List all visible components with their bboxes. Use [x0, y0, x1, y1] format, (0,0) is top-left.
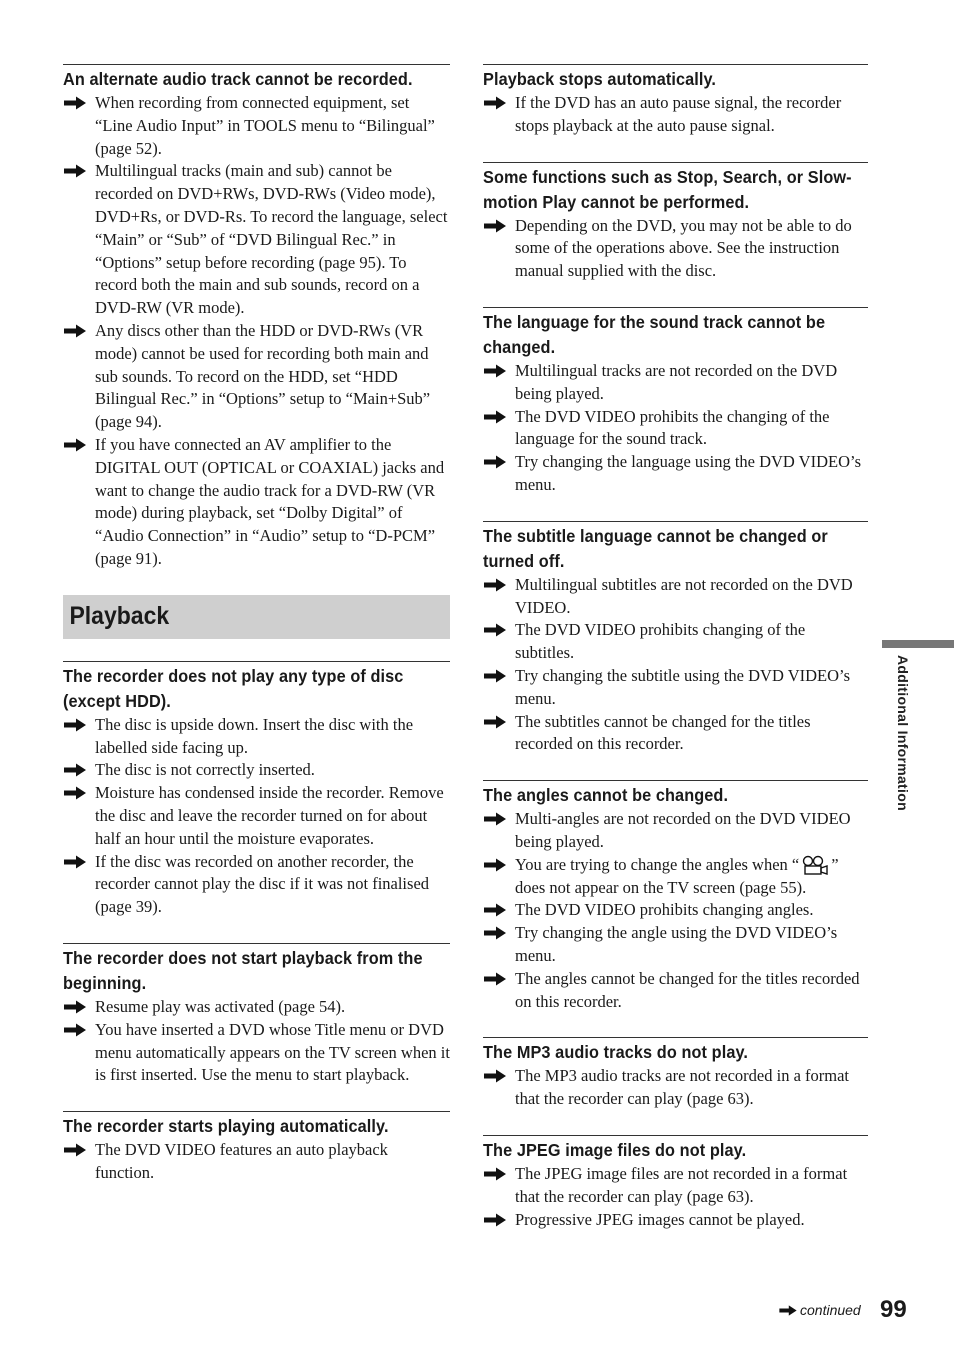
troubleshooting-section	[63, 943, 450, 1087]
right-arrow-icon	[63, 1023, 87, 1037]
item-text: You have inserted a DVD whose Title menu or DVD menu automatically appears on the TV screen when it is first inserted. Use the menu to start playback.	[95, 1019, 450, 1085]
list-item	[63, 1019, 450, 1087]
list-item	[483, 922, 868, 968]
left-top-sections	[63, 64, 450, 571]
right-arrow-icon	[63, 763, 87, 777]
item-text: The DVD VIDEO features an auto playback function.	[95, 1140, 388, 1182]
section-heading: An alternate audio track cannot be recorded.	[63, 69, 413, 89]
continued-text: continued	[800, 1302, 861, 1318]
right-arrow-icon	[483, 972, 507, 986]
item-text: The DVD VIDEO prohibits the changing of the language for the sound track.	[515, 406, 830, 449]
right-arrow-icon	[63, 164, 87, 178]
item-text: The JPEG image files are not recorded in a format that the recorder can play (page 63).	[515, 1163, 848, 1206]
right-column	[483, 64, 868, 1255]
page-number: 99	[880, 1296, 907, 1323]
item-list	[483, 1065, 868, 1111]
item-text: The subtitles cannot be changed for the titles recorded on this recorder.	[515, 711, 811, 754]
item-list	[63, 996, 450, 1087]
angles-section	[483, 780, 868, 1013]
item-text: Resume play was activated (page 54).	[95, 996, 346, 1016]
list-item	[483, 1209, 868, 1232]
section-heading: The JPEG image files do not play.	[483, 1139, 747, 1160]
side-tab-marker	[882, 640, 954, 648]
item-text: Multilingual tracks are not recorded on the DVD being played.	[515, 360, 838, 403]
item-text: Multilingual tracks (main and sub) cannot be recorded on DVD+RWs, DVD-RWs (Video mode), DVD+Rs, or DVD-Rs. To record the language, select “Main” or “Sub” of “DVD Bilingual Rec.” in “Options” setup before recording (page 95). To record both the main and sub sounds, record on a DVD-RW (VR mode).	[95, 161, 448, 318]
list-item	[63, 320, 450, 434]
right-arrow-icon	[483, 219, 507, 233]
right-arrow-icon	[483, 578, 507, 592]
troubleshooting-section	[63, 661, 450, 919]
list-item	[483, 360, 868, 406]
list-item	[483, 619, 868, 665]
right-arrow-icon	[483, 364, 507, 378]
right-arrow-icon	[483, 96, 507, 110]
item-text: The MP3 audio tracks are not recorded in a format that the recorder can play (page 63).	[515, 1066, 850, 1109]
right-arrow-icon	[63, 718, 87, 732]
item-text: If the disc was recorded on another recorder, the recorder cannot play the disc if it was not finalised (page 39).	[95, 851, 430, 917]
right-arrow-icon	[63, 1143, 87, 1157]
list-item	[483, 854, 868, 900]
item-text: The disc is upside down. Insert the disc with the labelled side facing up.	[95, 714, 414, 757]
list-item	[483, 406, 868, 452]
section-heading: The recorder does not start playback from the beginning.	[63, 947, 423, 993]
list-item	[63, 851, 450, 919]
item-list	[63, 92, 450, 571]
right-arrow-icon	[483, 812, 507, 826]
list-item	[63, 1139, 450, 1185]
right-arrow-icon	[483, 410, 507, 424]
list-item	[63, 996, 450, 1019]
right-arrow-icon	[63, 324, 87, 338]
item-text: The DVD VIDEO prohibits changing angles.	[515, 900, 814, 920]
section-heading: The language for the sound track cannot be changed.	[483, 311, 826, 357]
list-item	[63, 714, 450, 760]
troubleshooting-section	[483, 64, 868, 138]
list-item	[483, 968, 868, 1014]
troubleshooting-section	[483, 521, 868, 756]
troubleshooting-section	[483, 307, 868, 497]
item-text: The angles cannot be changed for the titles recorded on this recorder.	[515, 968, 860, 1011]
playback-section-title: Playback	[69, 602, 170, 631]
section-heading: Some functions such as Stop, Search, or Slow-motion Play cannot be performed.	[483, 166, 852, 212]
item-list	[63, 1139, 450, 1185]
list-item	[63, 434, 450, 571]
right-arrow-icon	[483, 715, 507, 729]
item-text: The DVD VIDEO prohibits changing of the subtitles.	[515, 620, 806, 663]
list-item	[63, 782, 450, 850]
list-item	[483, 1065, 868, 1111]
side-section-label: Additional Information	[895, 655, 911, 811]
list-item	[483, 665, 868, 711]
item-text: Multi-angles are not recorded on the DVD VIDEO being played.	[515, 809, 851, 851]
section-heading: The MP3 audio tracks do not play.	[483, 1042, 749, 1063]
item-list	[483, 92, 868, 138]
right-arrow-icon	[483, 926, 507, 940]
troubleshooting-section	[63, 1111, 450, 1185]
item-list	[483, 360, 868, 497]
right-arrow-icon	[483, 903, 507, 917]
right-arrow-icon	[63, 855, 87, 869]
item-text: Any discs other than the HDD or DVD-RWs (VR mode) cannot be used for recording both main and sub sounds. To record on the HDD, set “HDD Bilingual Rec.” in “Options” setup to “Main+Sub” (page 94).	[95, 320, 431, 432]
section-heading: The subtitle language cannot be changed or turned off.	[483, 525, 828, 571]
item-text: Try changing the language using the DVD VIDEO’s menu.	[515, 452, 862, 494]
right-arrow-icon	[483, 858, 507, 872]
troubleshooting-section	[63, 64, 450, 571]
left-bottom-sections	[63, 661, 450, 1185]
right-top-sections	[483, 64, 868, 756]
list-item	[63, 92, 450, 160]
item-text: Multilingual subtitles are not recorded on the DVD VIDEO.	[515, 574, 853, 617]
right-arrow-icon	[63, 786, 87, 800]
item-text: If you have connected an AV amplifier to the DIGITAL OUT (OPTICAL or COAXIAL) jacks and want to change the audio track for a DVD-RW (VR mode) during playback, set “Dolby Digital” of “Audio Connection” in “Audio” setup to “D-PCM” (page 91).	[95, 434, 445, 568]
item-list	[483, 215, 868, 283]
right-arrow-icon	[483, 669, 507, 683]
right-arrow-icon	[63, 1000, 87, 1014]
troubleshooting-section	[483, 1037, 868, 1111]
item-text: ” does not appear on the TV screen (page 55).	[515, 854, 839, 897]
item-text: Moisture has condensed inside the recorder. Remove the disc and leave the recorder turned on for about half an hour until the moisture evaporates.	[95, 783, 444, 848]
left-column	[63, 64, 450, 1209]
list-item	[63, 160, 450, 320]
right-arrow-icon	[483, 455, 507, 469]
item-text: The disc is not correctly inserted.	[95, 760, 315, 780]
section-heading: Playback stops automatically.	[483, 69, 717, 89]
right-arrow-icon	[483, 1213, 507, 1227]
list-item	[483, 808, 868, 854]
section-heading: The recorder does not play any type of disc (except HDD).	[63, 665, 404, 711]
right-arrow-icon	[63, 96, 87, 110]
item-text: When recording from connected equipment, set “Line Audio Input” in TOOLS menu to “Bilingual” (page 52).	[95, 93, 435, 158]
right-arrow-icon	[483, 1069, 507, 1083]
troubleshooting-section	[483, 1135, 868, 1231]
right-arrow-icon	[778, 1305, 798, 1316]
list-item	[483, 711, 868, 757]
troubleshooting-section	[483, 162, 868, 283]
section-heading: The recorder starts playing automatically.	[63, 1116, 389, 1137]
item-list	[483, 1163, 868, 1231]
item-text: Try changing the angle using the DVD VIDEO’s menu.	[515, 923, 838, 965]
item-text: Depending on the DVD, you may not be able to do some of the operations above. See the instruction manual supplied with the disc.	[515, 215, 852, 281]
item-text: If the DVD has an auto pause signal, the recorder stops playback at the auto pause signal.	[515, 93, 842, 135]
list-item	[483, 899, 868, 922]
continued-note	[778, 1302, 861, 1318]
list-item	[63, 759, 450, 782]
item-list	[483, 808, 868, 1013]
playback-section-band	[63, 595, 450, 639]
item-text: You are trying to change the angles when “	[515, 854, 800, 874]
right-arrow-icon	[63, 438, 87, 452]
list-item	[483, 215, 868, 283]
right-bottom-sections	[483, 1037, 868, 1231]
item-text: Try changing the subtitle using the DVD VIDEO’s menu.	[515, 665, 851, 708]
right-arrow-icon	[483, 1167, 507, 1181]
item-list	[483, 574, 868, 756]
item-list	[63, 714, 450, 919]
list-item	[483, 92, 868, 138]
right-arrow-icon	[483, 623, 507, 637]
list-item	[483, 1163, 868, 1209]
list-item	[483, 451, 868, 497]
camera-angle-icon	[801, 855, 829, 875]
item-text: Progressive JPEG images cannot be played.	[515, 1209, 805, 1229]
list-item	[483, 574, 868, 620]
section-heading: The angles cannot be changed.	[483, 785, 729, 806]
